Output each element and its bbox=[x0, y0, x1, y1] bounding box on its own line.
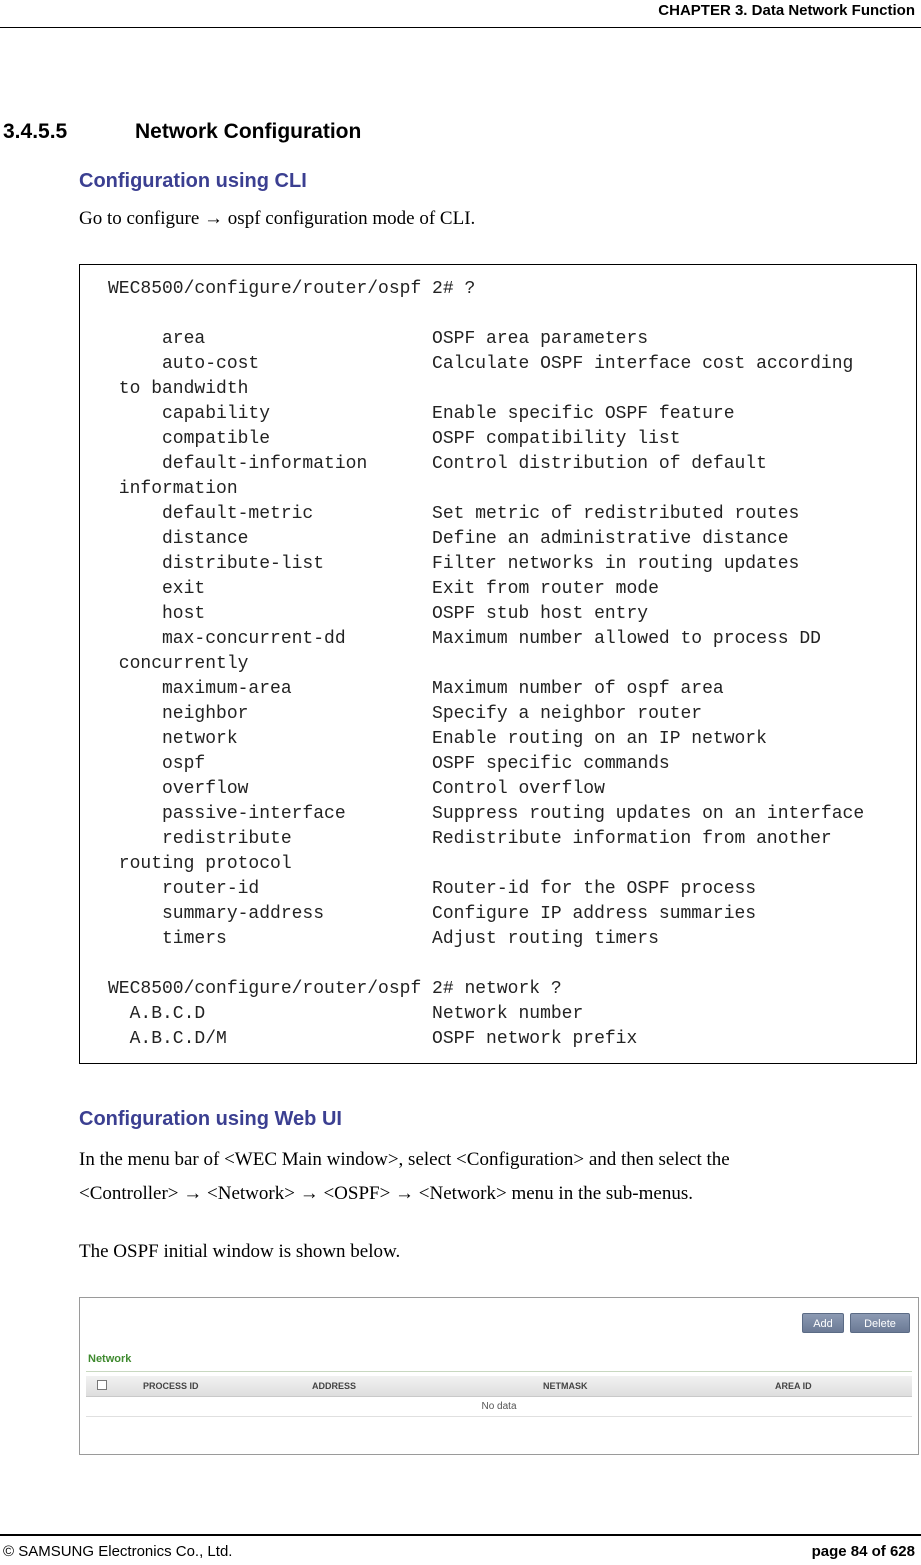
webui-heading: Configuration using Web UI bbox=[79, 1108, 342, 1130]
section-heading bbox=[3, 120, 361, 144]
column-process-id[interactable]: PROCESS ID bbox=[143, 1381, 199, 1391]
delete-button[interactable]: Delete bbox=[850, 1313, 910, 1333]
cli-intro: Go to configure → ospf configuration mode of CLI. bbox=[79, 208, 476, 229]
footer-copyright: © SAMSUNG Electronics Co., Ltd. bbox=[3, 1543, 233, 1560]
network-panel-title: Network bbox=[88, 1353, 132, 1365]
section-number: 3.4.5.5 bbox=[3, 120, 68, 143]
add-button[interactable]: Add bbox=[802, 1313, 844, 1333]
cli-heading: Configuration using CLI bbox=[79, 170, 307, 192]
cli-code: WEC8500/configure/router/ospf 2# ? area OSPF area parameters auto-cost Calculate OSPF interface cost according to bandwidth capability Enable specific OSPF feature compatible OSPF compatibility list default-information Control distribution of default information default-metric Set metric of redistributed routes distance Define an administrative distance distribute-list Filter networks in routing updates exit Exit from router mode host OSPF stub host entry max-concurrent-dd Maximum number allowed to process DD concurrently maximum-area Maximum number of ospf area neighbor Specify a neighbor router network Enable routing on an IP network ospf OSPF specific commands overflow Control overflow passive-interface Suppress routing updates on an interface redistribute Redistribute information from another routing protocol router-id Router-id for the OSPF process summary-address Configure IP address summaries timers Adjust routing timers WEC8500/configure/router/ospf 2# network ? A.B.C.D Network number A.B.C.D/M OSPF network prefix bbox=[108, 279, 865, 1049]
select-all-checkbox[interactable] bbox=[97, 1380, 107, 1390]
webui-initial-window-text: The OSPF initial window is shown below. bbox=[79, 1241, 401, 1262]
ospf-network-screenshot bbox=[79, 1297, 919, 1455]
webui-instructions-line2: <Controller> → <Network> → <OSPF> → <Network> menu in the sub-menus. bbox=[79, 1183, 693, 1204]
column-area-id[interactable]: AREA ID bbox=[775, 1381, 812, 1391]
footer-divider bbox=[0, 1534, 921, 1536]
section-title: Network Configuration bbox=[135, 120, 362, 143]
panel-title-divider bbox=[86, 1371, 912, 1372]
webui-instructions-line1: In the menu bar of <WEC Main window>, select <Configuration> and then select the bbox=[79, 1149, 730, 1170]
chapter-header: CHAPTER 3. Data Network Function bbox=[658, 2, 915, 19]
cli-code-box bbox=[79, 264, 917, 1064]
footer-page-number: page 84 of 628 bbox=[811, 1543, 915, 1560]
column-netmask[interactable]: NETMASK bbox=[543, 1381, 588, 1391]
empty-table-message: No data bbox=[86, 1398, 912, 1417]
column-address[interactable]: ADDRESS bbox=[312, 1381, 357, 1391]
header-divider bbox=[0, 27, 921, 28]
network-table-header bbox=[86, 1376, 912, 1397]
